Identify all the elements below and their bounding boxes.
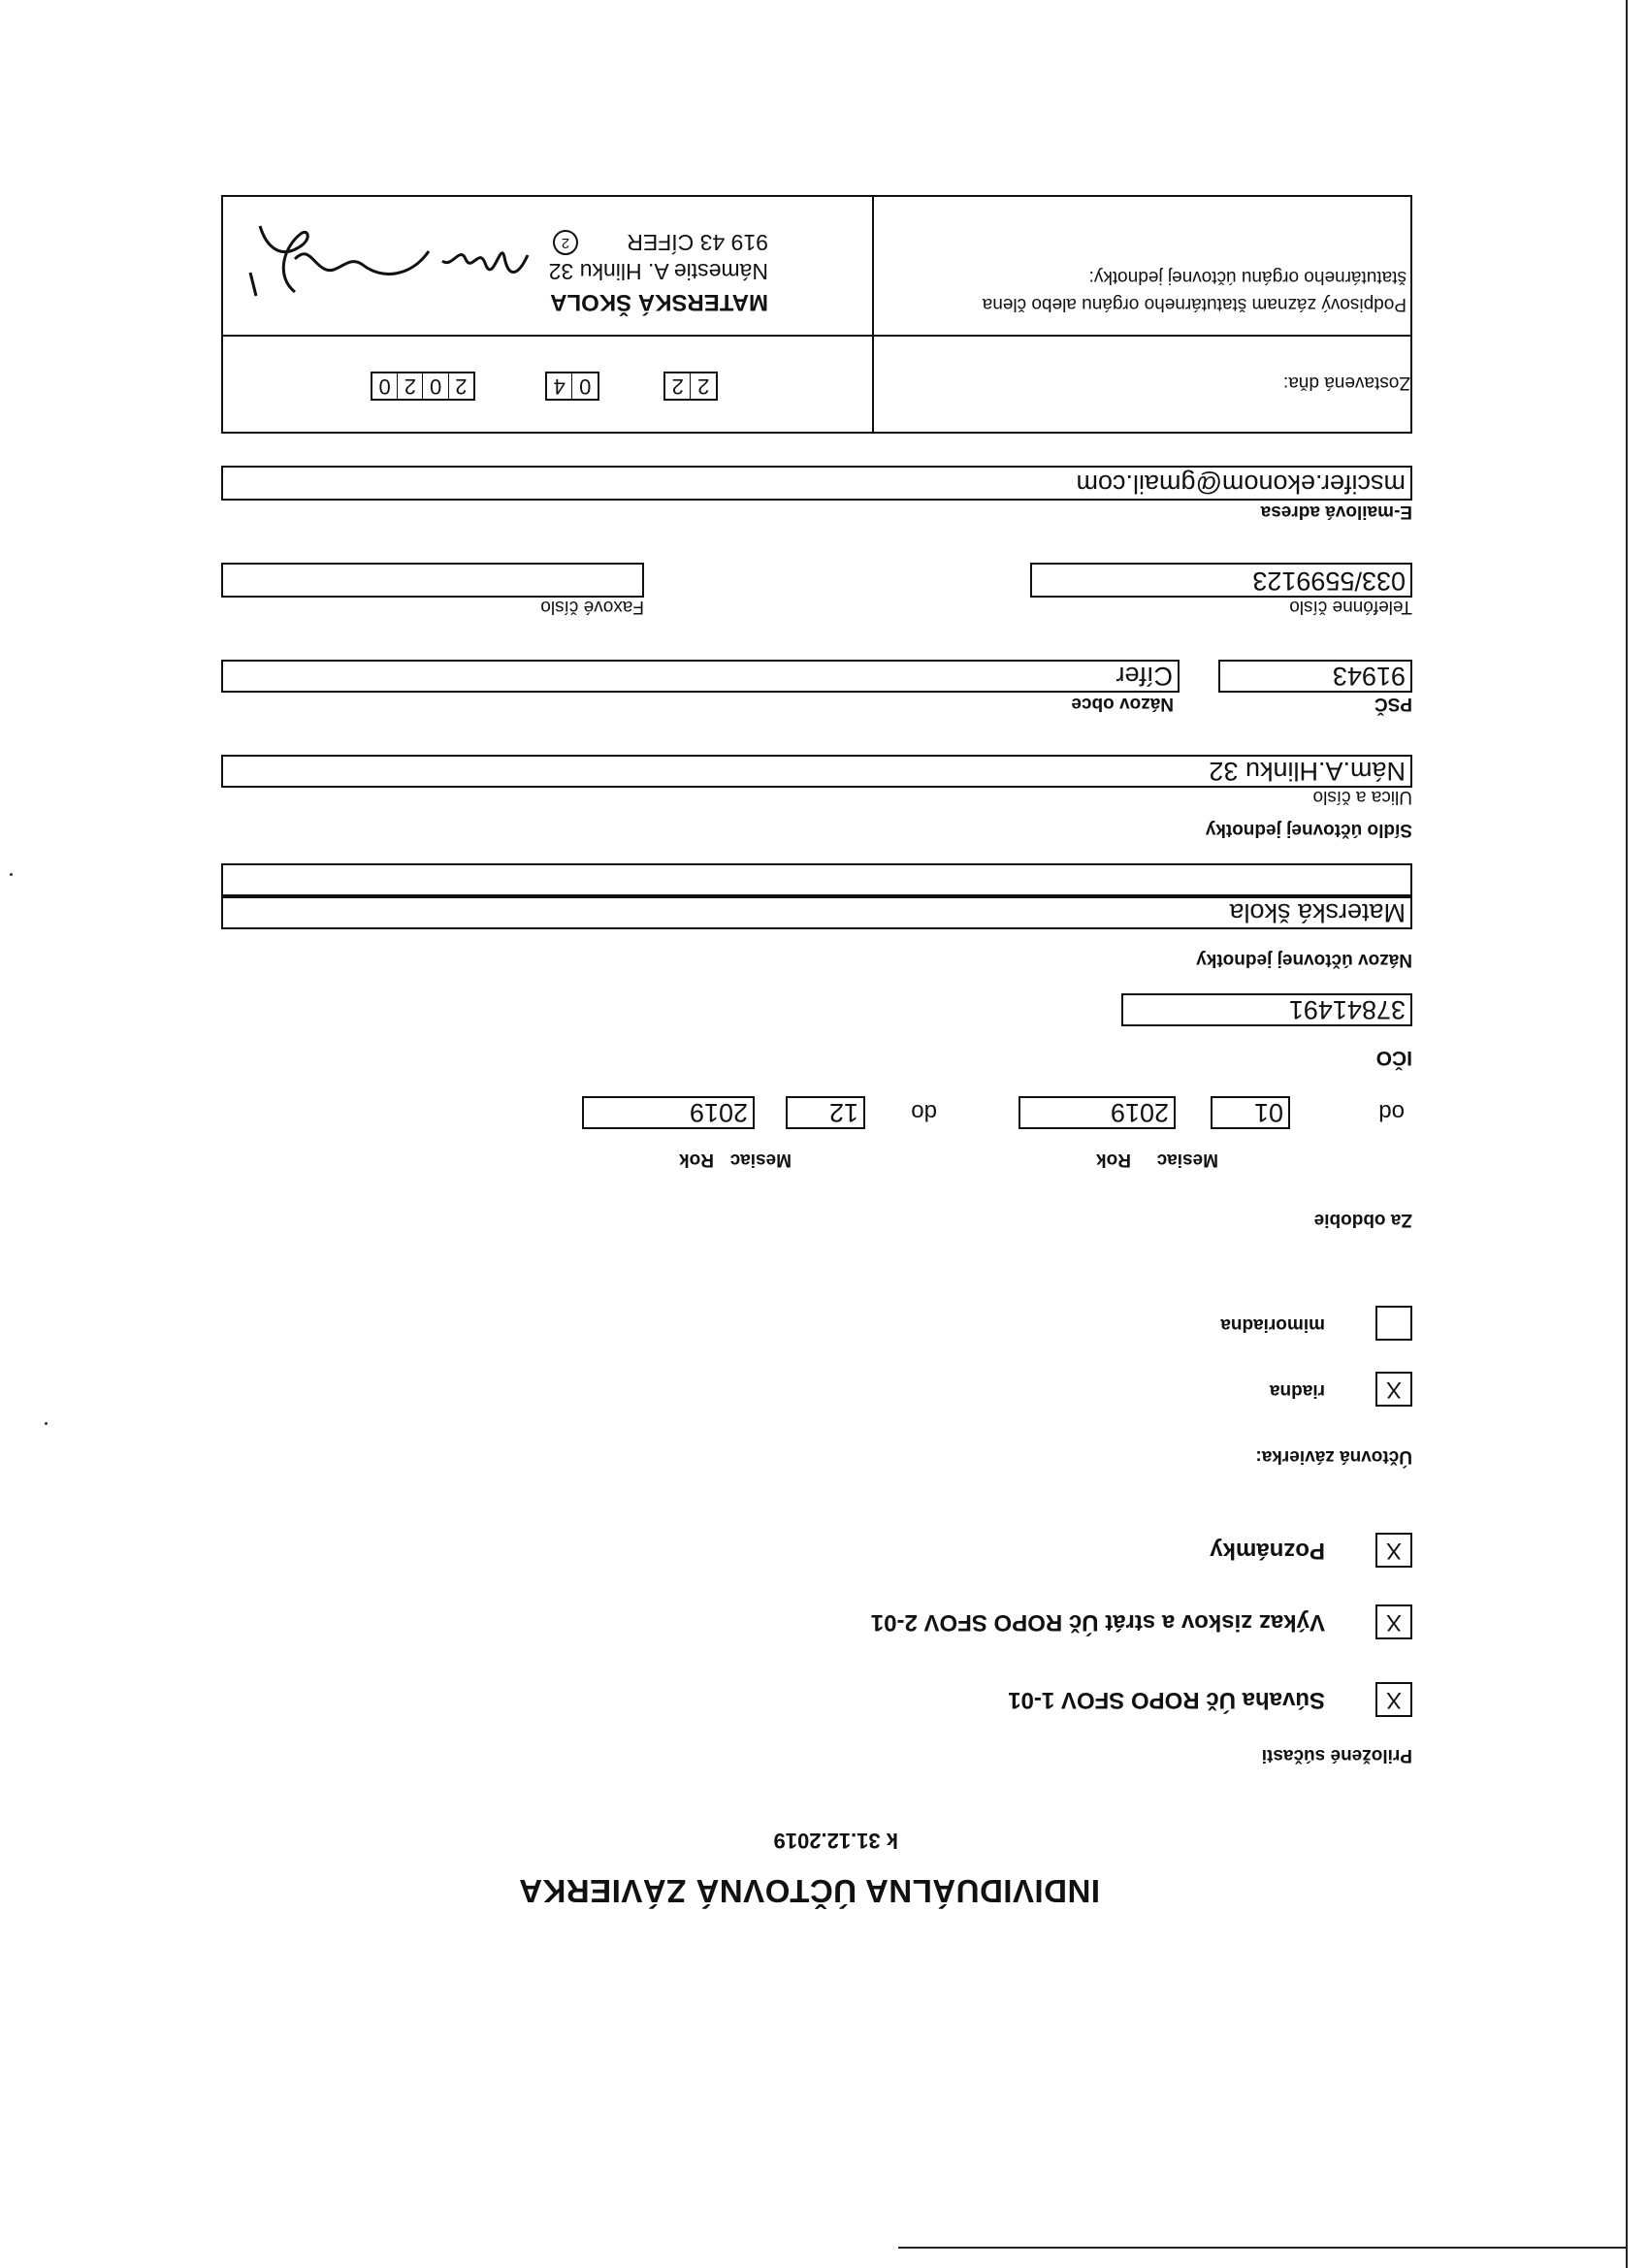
- checkbox-mimoriadna[interactable]: [1375, 1306, 1412, 1341]
- ico-label: IČO: [1375, 1047, 1412, 1069]
- town-field[interactable]: Cífer: [221, 660, 1180, 693]
- option-label-mimoriadna: mimoriadna: [1220, 1314, 1325, 1335]
- stamp-line-1: MATERSKÁ ŠKOLA: [550, 289, 768, 315]
- from-year-field[interactable]: 2019: [1018, 1096, 1176, 1129]
- to-year-label: Rok: [679, 1150, 714, 1170]
- compiled-month-digit: 4: [553, 374, 566, 399]
- attachment-label-suvaha: Súvaha Úč ROPO SFOV 1-01: [1008, 1687, 1325, 1713]
- psc-label: PSČ: [1374, 694, 1412, 714]
- fax-label: Faxové číslo: [540, 597, 644, 617]
- stamp-badge: 2: [553, 230, 578, 255]
- period-label: Za obdobie: [1313, 1210, 1412, 1230]
- compiled-day-digit: 2: [671, 374, 684, 399]
- checkbox-riadna[interactable]: X: [1375, 1372, 1412, 1407]
- street-label: Ulica a číslo: [1312, 787, 1412, 807]
- compiled-day-digit: 2: [691, 373, 717, 399]
- to-month-label: Mesiac: [729, 1150, 792, 1170]
- ico-field[interactable]: 37841491: [1121, 993, 1412, 1026]
- phone-field[interactable]: 033/5599123: [1030, 563, 1412, 598]
- table-divider-vertical: [872, 197, 874, 432]
- entity-name-line1[interactable]: Materská škola: [221, 896, 1412, 929]
- from-month-label: Mesiac: [1156, 1150, 1218, 1170]
- attachment-label-poznamky: Poznámky: [1210, 1538, 1325, 1564]
- compiled-year-digit: 0: [423, 373, 448, 399]
- from-year-label: Rok: [1096, 1150, 1131, 1170]
- page-title: INDIVIDUÁLNA ÚČTOVNÁ ZÁVIERKA: [518, 1873, 1100, 1909]
- attachment-label-vykaz: Výkaz ziskov a strát Úč ROPO SFOV 2-01: [870, 1609, 1325, 1636]
- email-field[interactable]: mscifer.ekonom@gmail.com: [221, 466, 1412, 501]
- signature-table: [221, 195, 1412, 434]
- compiled-year[interactable]: [371, 372, 475, 401]
- closing-type-label: Účtovná závierka:: [1255, 1446, 1412, 1467]
- stamp-line-2: Námestie A. Hlinku 32: [548, 259, 768, 284]
- compiled-month[interactable]: [545, 372, 599, 401]
- checkbox-suvaha[interactable]: X: [1375, 1682, 1412, 1717]
- compiled-year-digit: 2: [397, 373, 422, 399]
- signature-label: Podpisový záznam štatutárneho orgánu alebo člena štatutárneho orgánu účtovnej jednotky:: [982, 267, 1406, 314]
- from-month-field[interactable]: 01: [1211, 1096, 1290, 1129]
- from-label: od: [1378, 1099, 1405, 1125]
- phone-label: Telefónne číslo: [1289, 597, 1412, 617]
- table-divider-horizontal: [223, 335, 1410, 337]
- town-label: Názov obce: [1071, 694, 1174, 714]
- attachments-label: Priložené súčasti: [1261, 1745, 1412, 1766]
- entity-name-label: Názov účtovnej jednotky: [1196, 950, 1412, 970]
- as-of-date: k 31.12.2019: [773, 1829, 898, 1853]
- street-field[interactable]: Nám.A.Hlinku 32: [221, 755, 1412, 788]
- seat-label: Sídlo účtovnej jednotky: [1205, 820, 1412, 840]
- compiled-year-digit: 2: [448, 373, 473, 399]
- to-label: do: [911, 1099, 937, 1125]
- fax-field[interactable]: [221, 563, 644, 598]
- compiled-day[interactable]: [663, 372, 718, 401]
- official-stamp: [246, 199, 828, 325]
- compiled-year-digit: 0: [378, 374, 391, 399]
- stamp-line-3: 919 43 CÍFER: [627, 230, 768, 255]
- to-month-field[interactable]: 12: [786, 1096, 865, 1129]
- compiled-label: Zostavená dňa:: [1283, 373, 1410, 393]
- to-year-field[interactable]: 2019: [582, 1096, 755, 1129]
- checkbox-vykaz[interactable]: X: [1375, 1604, 1412, 1639]
- option-label-riadna: riadna: [1269, 1380, 1325, 1401]
- psc-field[interactable]: 91943: [1218, 660, 1412, 693]
- checkbox-poznamky[interactable]: X: [1375, 1533, 1412, 1568]
- handwritten-signature: [246, 209, 537, 315]
- compiled-month-digit: 0: [572, 373, 598, 399]
- email-label: E-mailová adresa: [1260, 502, 1412, 522]
- entity-name-line2[interactable]: [221, 863, 1412, 896]
